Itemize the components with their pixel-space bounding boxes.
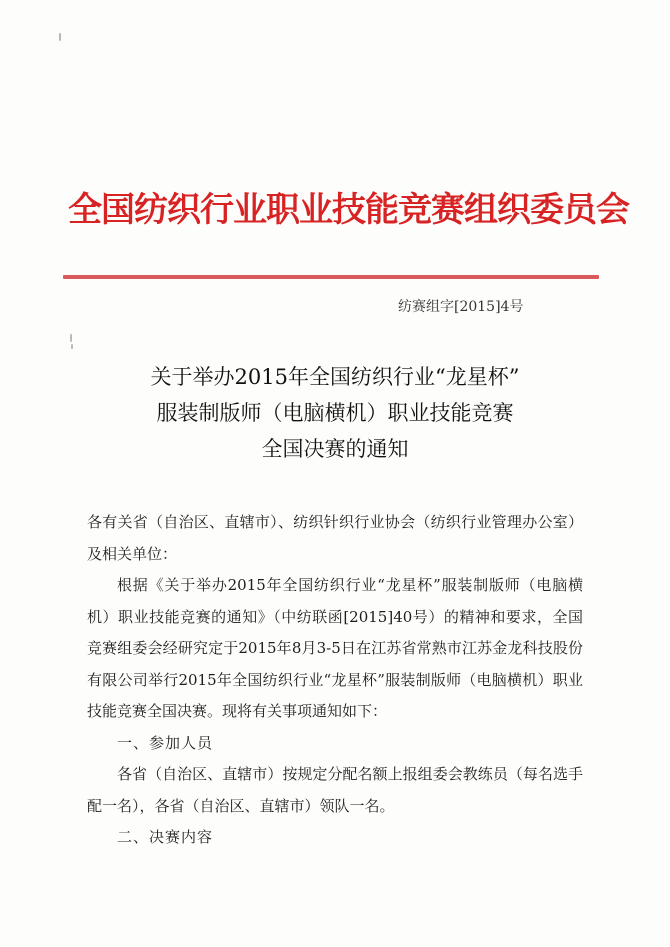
scan-mark xyxy=(59,33,61,41)
scan-mark xyxy=(71,344,73,349)
section-1-heading: 一、参加人员 xyxy=(117,733,214,752)
opening-paragraph: 根据《关于举办2015年全国纺织行业“龙星杯”服装制版师（电脑横机）职业技能竞赛的通知》（中纺联函[2015]40号）的精神和要求，全国竞赛组委会经研究定于2015年8月3-5日在江苏省常熟市江苏金龙科技股份有限公司举行2015年全国纺织行业“龙星杯”服装制版师（电脑横机）职业技能竞赛全国决赛。现将有关事项通知如下： xyxy=(87,576,583,720)
salutation: 各有关省（自治区、直辖市）、纺织针织行业协会（纺织行业管理办公室）及相关单位： xyxy=(87,513,583,563)
issuing-organization-header: 全国纺织行业职业技能竞赛组织委员会 xyxy=(68,190,629,230)
scan-mark xyxy=(70,334,72,342)
document-number: 纺赛组字[2015]4号 xyxy=(398,299,524,315)
notice-body xyxy=(87,507,583,854)
title-line-2: 服装制版师（电脑横机）职业技能竞赛 xyxy=(156,401,514,425)
section-2-heading: 二、决赛内容 xyxy=(117,828,214,846)
notice-title xyxy=(70,359,600,467)
title-line-1: 关于举办2015年全国纺织行业“龙星杯” xyxy=(150,365,520,389)
title-line-3: 全国决赛的通知 xyxy=(261,437,409,461)
section-1-text: 各省（自治区、直辖市）按规定分配名额上报组委会教练员（每名选手配一名），各省（自治区、直辖市）领队一名。 xyxy=(87,765,583,815)
red-header-rule xyxy=(63,275,599,279)
